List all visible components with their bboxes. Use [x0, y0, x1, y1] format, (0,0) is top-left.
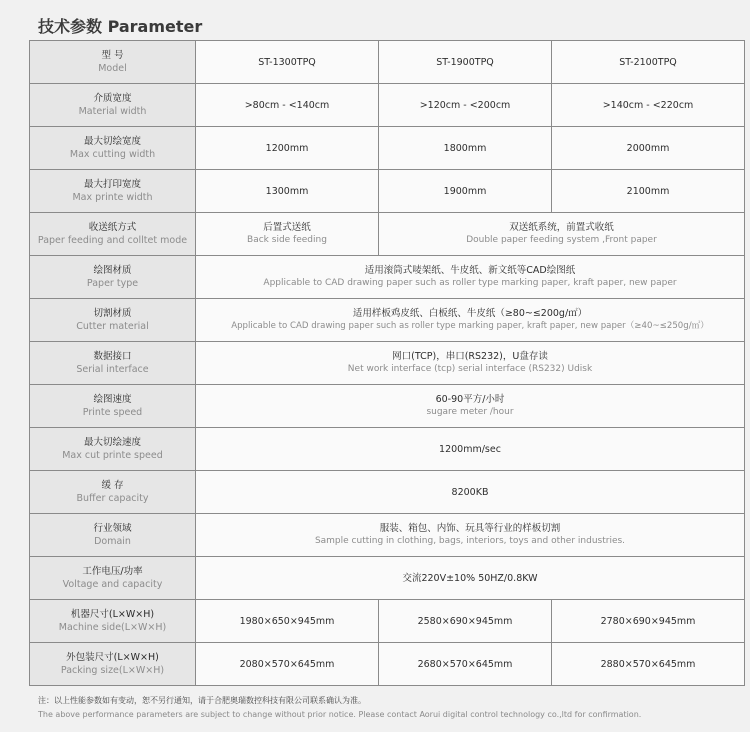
row-label	[30, 643, 196, 686]
label-en: Machine side(L×W×H)	[58, 622, 167, 633]
value-cn: 网口(TCP)，串口(RS232)，U盘存读	[392, 351, 548, 362]
row-label	[30, 213, 196, 256]
value-cn: 60-90平方/小时	[435, 394, 505, 405]
value: ST-2100TPQ	[619, 56, 677, 68]
label-cn: 工作电压/功率	[82, 566, 143, 577]
table-row-voltage	[30, 557, 745, 600]
value: 1900mm	[443, 185, 487, 197]
label-cn: 行业领域	[93, 523, 132, 534]
value: 1980×650×945mm	[239, 615, 335, 627]
row-label	[30, 256, 196, 299]
value: 2000mm	[626, 142, 670, 154]
cell-all-models	[196, 471, 745, 514]
label-cn: 数据接口	[93, 351, 132, 362]
label-en: Material width	[78, 106, 147, 117]
label-en: Max cut printe speed	[62, 450, 163, 461]
table-row-cutting-width	[30, 127, 745, 170]
value-en: Net work interface (tcp) serial interface (RS232) Udisk	[347, 364, 593, 374]
cell-st1300	[196, 643, 379, 686]
label-en: Cutter material	[76, 321, 149, 332]
cell-st1900-st2100	[379, 213, 745, 256]
cell-st2100	[552, 127, 745, 170]
label-en: Paper feeding and colltet mode	[37, 235, 188, 246]
row-label	[30, 471, 196, 514]
label-en: Packing size(L×W×H)	[60, 665, 165, 676]
row-label	[30, 385, 196, 428]
value: 2780×690×945mm	[600, 615, 696, 627]
value: 2580×690×945mm	[417, 615, 513, 627]
row-label	[30, 127, 196, 170]
table-row-cutter-material	[30, 299, 745, 342]
value: ST-1300TPQ	[258, 56, 316, 68]
value-en: Back side feeding	[247, 235, 327, 245]
row-label	[30, 557, 196, 600]
cell-st1900	[379, 84, 552, 127]
label-cn: 最大切绘速度	[83, 437, 141, 448]
label-en: Model	[98, 63, 127, 74]
value: 1300mm	[265, 185, 309, 197]
label-en: Serial interface	[76, 364, 149, 375]
row-label	[30, 600, 196, 643]
cell-all-models	[196, 385, 745, 428]
cell-all-models	[196, 557, 745, 600]
cell-all-models	[196, 256, 745, 299]
cell-st1300	[196, 127, 379, 170]
cell-st1300	[196, 41, 379, 84]
table-row-machine-size	[30, 600, 745, 643]
cell-st1900	[379, 170, 552, 213]
cell-st2100	[552, 170, 745, 213]
label-cn: 型 号	[101, 50, 124, 61]
label-en: Voltage and capacity	[62, 579, 163, 590]
label-cn: 外包装尺寸(L×W×H)	[66, 652, 159, 663]
cell-all-models	[196, 514, 745, 557]
table-row-buffer	[30, 471, 745, 514]
label-cn: 绘图材质	[93, 265, 132, 276]
value-en: sugare meter /hour	[426, 407, 514, 417]
label-en: Max printe width	[72, 192, 153, 203]
label-cn: 切割材质	[93, 308, 132, 319]
value: 2880×570×645mm	[600, 658, 696, 670]
table-row-material-width	[30, 84, 745, 127]
row-label	[30, 84, 196, 127]
value: >140cm - <220cm	[602, 99, 694, 111]
label-en: Paper type	[86, 278, 139, 289]
cell-st1900	[379, 127, 552, 170]
table-row-model	[30, 41, 745, 84]
value: 2080×570×645mm	[239, 658, 335, 670]
value: ST-1900TPQ	[436, 56, 494, 68]
value-cn: 双送纸系统，前置式收纸	[509, 222, 614, 233]
cell-all-models	[196, 299, 745, 342]
value: >80cm - <140cm	[244, 99, 330, 111]
row-label	[30, 514, 196, 557]
table-row-paper-type	[30, 256, 745, 299]
page-title: 技术参数 Parameter	[38, 17, 203, 36]
value: 2680×570×645mm	[417, 658, 513, 670]
label-cn: 介质宽度	[93, 93, 132, 104]
cell-st1300	[196, 170, 379, 213]
label-en: Domain	[94, 536, 131, 547]
value-en: Applicable to CAD drawing paper such as roller type marking paper, kraft paper, new paper	[263, 278, 677, 288]
cell-st1300	[196, 213, 379, 256]
table-row-feeding	[30, 213, 745, 256]
cell-all-models	[196, 428, 745, 471]
label-cn: 绘图速度	[93, 394, 132, 405]
label-en: Printe speed	[82, 407, 143, 418]
parameter-table	[29, 40, 745, 686]
value-en: Applicable to CAD drawing paper such as roller type marking paper, kraft paper, new paper（≥40~≤250g/㎡）	[231, 321, 709, 331]
cell-st2100	[552, 84, 745, 127]
cell-all-models	[196, 342, 745, 385]
value: 2100mm	[626, 185, 670, 197]
row-label	[30, 299, 196, 342]
cell-st2100	[552, 643, 745, 686]
value-cn: 服装、箱包、内饰、玩具等行业的样板切割	[379, 523, 561, 534]
row-label	[30, 41, 196, 84]
table-row-print-speed	[30, 385, 745, 428]
cell-st1900	[379, 643, 552, 686]
value-cn: 适用滚筒式唛架纸、牛皮纸、新文纸等CAD绘图纸	[364, 265, 576, 276]
value: 1200mm	[265, 142, 309, 154]
cell-st1900	[379, 600, 552, 643]
label-en: Buffer capacity	[76, 493, 149, 504]
table-row-cut-speed	[30, 428, 745, 471]
label-en: Max cutting width	[69, 149, 156, 160]
label-cn: 最大打印宽度	[83, 179, 141, 190]
cell-st1900	[379, 41, 552, 84]
cell-st2100	[552, 41, 745, 84]
table-row-domain	[30, 514, 745, 557]
value: >120cm - <200cm	[419, 99, 511, 111]
cell-st1300	[196, 600, 379, 643]
value-en: Sample cutting in clothing, bags, interiors, toys and other industries.	[314, 536, 626, 546]
value: 交流220V±10% 50HZ/0.8KW	[402, 572, 538, 584]
label-cn: 缓 存	[101, 480, 124, 491]
row-label	[30, 170, 196, 213]
value: 1800mm	[443, 142, 487, 154]
footnote-en: The above performance parameters are subject to change without prior notice. Please contact Aorui digital control technology co.,ltd for confirmation.	[38, 710, 642, 719]
value: 8200KB	[451, 486, 489, 498]
label-cn: 收送纸方式	[88, 222, 137, 233]
label-cn: 机器尺寸(L×W×H)	[70, 609, 155, 620]
table-row-interface	[30, 342, 745, 385]
footnote-cn: 注：以上性能参数如有变动，恕不另行通知，请于合肥奥瑞数控科技有限公司联系确认为准。	[38, 696, 366, 705]
row-label	[30, 342, 196, 385]
cell-st1300	[196, 84, 379, 127]
cell-st2100	[552, 600, 745, 643]
label-cn: 最大切绘宽度	[83, 136, 141, 147]
value-cn: 后置式送纸	[263, 222, 311, 233]
row-label	[30, 428, 196, 471]
value-en: Double paper feeding system ,Front paper	[466, 235, 657, 245]
value: 1200mm/sec	[439, 443, 501, 455]
table-row-packing-size	[30, 643, 745, 686]
table-row-print-width	[30, 170, 745, 213]
value-cn: 适用样板鸡皮纸、白板纸、牛皮纸（≥80~≤200g/㎡）	[352, 308, 588, 319]
